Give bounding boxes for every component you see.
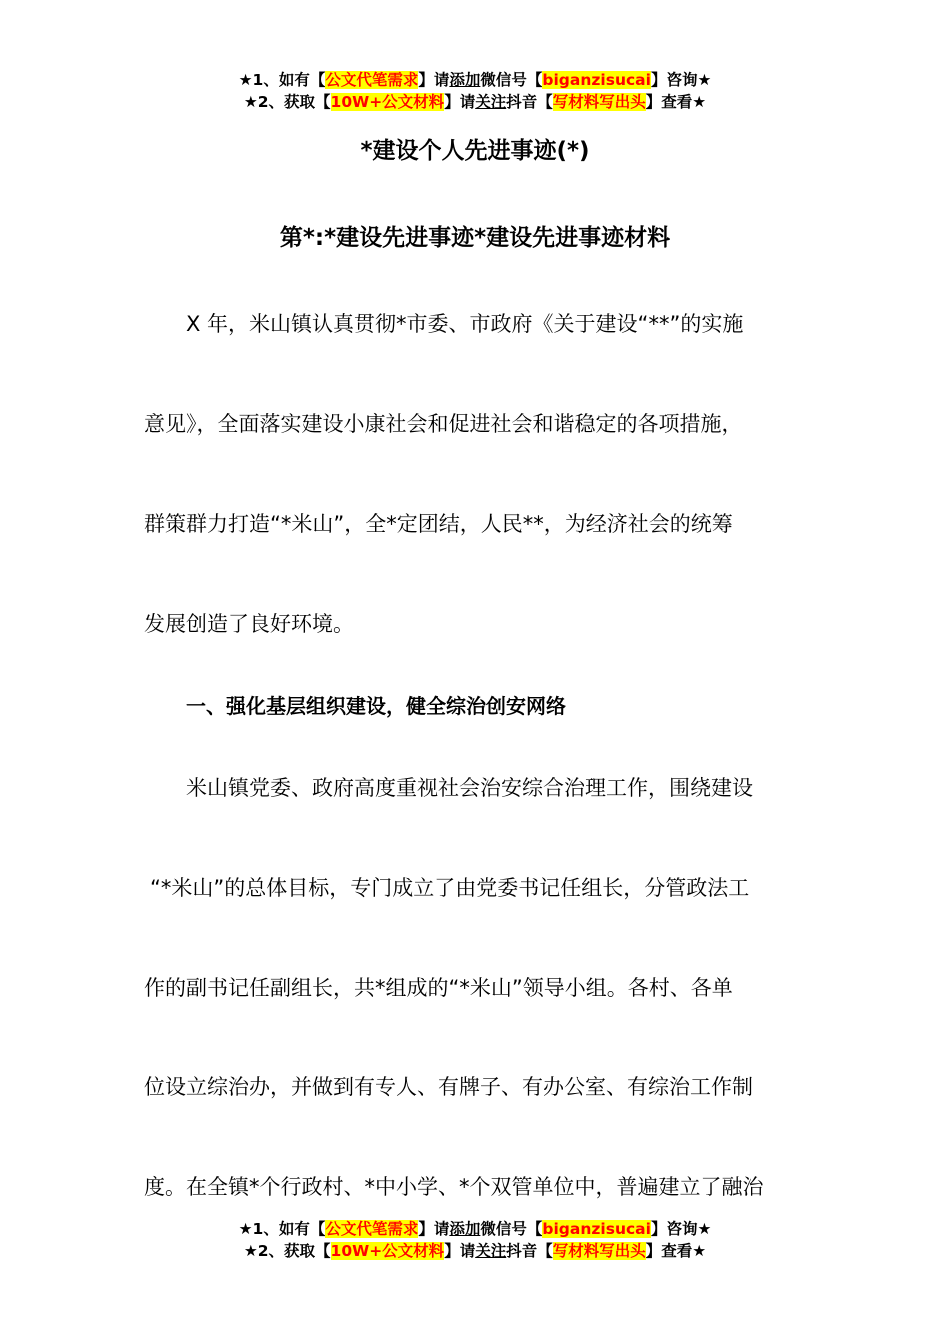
highlight-materials: 10W+公文材料	[330, 1242, 445, 1260]
promo-line-2: ★2、获取【10W+公文材料】请关注抖音【写材料写出头】查看★	[243, 1242, 707, 1260]
promo-line-2: ★2、获取【10W+公文材料】请关注抖音【写材料写出头】查看★	[243, 93, 707, 111]
paragraph-line: “*米山”的总体目标，专门成立了由党委书记任组长，分管政法工	[150, 876, 750, 900]
highlight-materials: 10W+公文材料	[330, 93, 445, 111]
promo-line-1: ★1、如有【公文代笔需求】请添加微信号【biganzisucai】咨询★	[238, 1220, 712, 1238]
paragraph-line: 米山镇党委、政府高度重视社会治安综合治理工作，围绕建设	[186, 776, 753, 800]
promo-line-1: ★1、如有【公文代笔需求】请添加微信号【biganzisucai】咨询★	[238, 71, 712, 89]
paragraph-line: 作的副书记任副组长，共*组成的“*米山”领导小组。各村、各单	[144, 976, 733, 1000]
paragraph-line: 群策群力打造“*米山”，全*定团结，人民**，为经济社会的统筹	[144, 512, 733, 536]
paragraph-line: 度。在全镇*个行政村、*中小学、*个双管单位中，普遍建立了融治	[144, 1175, 764, 1199]
highlight-wechat-id: biganzisucai	[542, 71, 651, 89]
paragraph-line: 发展创造了良好环境。	[144, 612, 354, 636]
paragraph-line: 意见》，全面落实建设小康社会和促进社会和谐稳定的各项措施，	[144, 412, 743, 436]
highlight-wechat-id: biganzisucai	[542, 1220, 651, 1238]
document-subtitle: 第*:*建设先进事迹*建设先进事迹材料	[279, 225, 671, 251]
highlight-douyin-account: 写材料写出头	[552, 1242, 646, 1260]
highlight-douyin-account: 写材料写出头	[552, 93, 646, 111]
section-heading: 一、强化基层组织建设，健全综治创安网络	[186, 694, 566, 718]
document-title: *建设个人先进事迹(*)	[360, 138, 590, 164]
promo-banner-bottom	[0, 1218, 950, 1262]
highlight-writing-service: 公文代笔需求	[325, 71, 419, 89]
highlight-writing-service: 公文代笔需求	[325, 1220, 419, 1238]
promo-banner-top	[0, 69, 950, 113]
paragraph-line: 位设立综治办，并做到有专人、有牌子、有办公室、有综治工作制	[144, 1075, 753, 1099]
paragraph-line: X 年，米山镇认真贯彻*市委、市政府《关于建设“**”的实施	[186, 312, 744, 336]
